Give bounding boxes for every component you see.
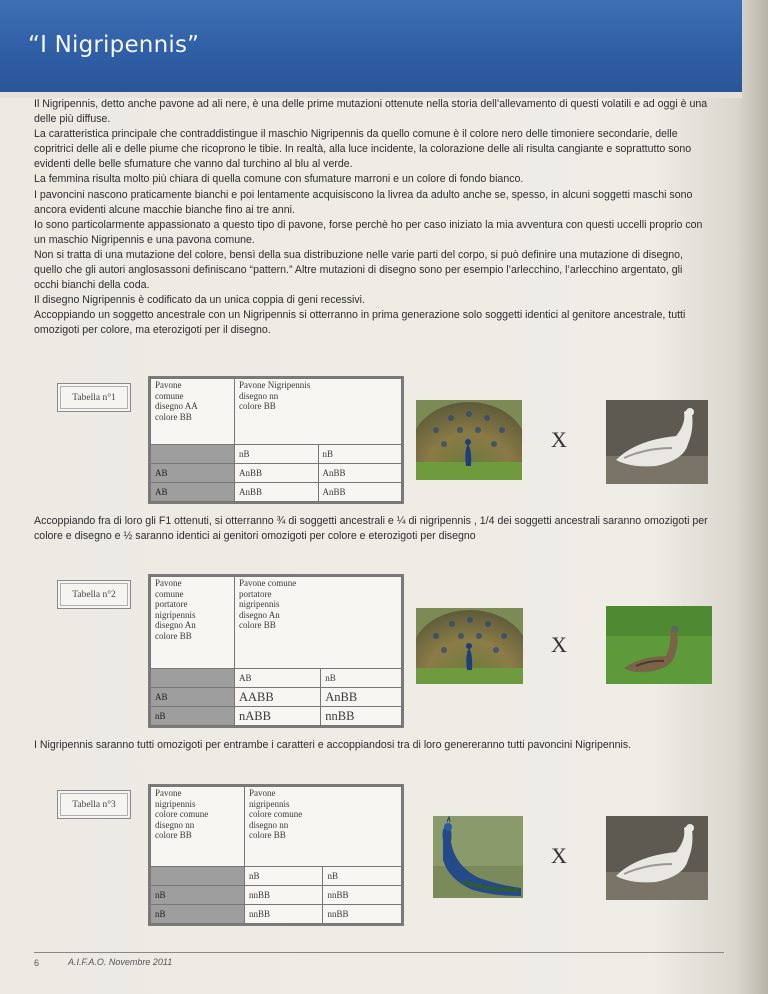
photo-peacock-displaying (416, 400, 522, 480)
cell-line: disegno AA (155, 401, 198, 411)
paragraph: I pavoncini nascono praticamente bianchi e poi lentamente acquisiscono la livrea da adulto anche se, spesso, in alcuni soggetti maschi sono ancora evidenti alcune macchie bianche fino ai tre anni. (34, 188, 693, 216)
table-2-label: Tabella n°2 (57, 580, 131, 609)
gamete-top: nB (321, 669, 402, 688)
offspring-cell: nnBB (245, 905, 323, 924)
parent-1-cell (151, 787, 245, 867)
cell-line: colore comune (249, 809, 303, 819)
offspring-cell: AnBB (318, 464, 402, 483)
cell-line: nigripennis (249, 798, 290, 809)
offspring-cell: AABB (235, 688, 321, 707)
genetics-table-3 (148, 784, 404, 926)
genetics-table-1 (148, 376, 404, 504)
cell-line: Pavone (155, 578, 182, 588)
parent-2-cell (235, 577, 402, 669)
cell-line: disegno An (155, 620, 196, 630)
page-number: 6 (34, 958, 40, 968)
cell-line: Pavone (249, 788, 276, 798)
gamete-top: nB (235, 445, 319, 464)
gamete-left: AB (151, 464, 235, 483)
offspring-cell: AnBB (235, 483, 319, 502)
cell-line: comune (155, 390, 184, 401)
offspring-cell: AnBB (321, 688, 402, 707)
paragraph-after-table-1: Accoppiando fra di loro gli F1 ottenuti, si otterranno ¾ di soggetti ancestrali e ¼ di nigripennis , 1/4 dei soggetti ancestrali saranno omozigoti per colore e disegno e ½ saranno identici ai genitori omozigoti per colore e eterozigoti per disegno (34, 515, 708, 543)
photo-peacock-displaying (416, 608, 523, 684)
genetics-table-2 (148, 574, 404, 728)
cell-line: portatore (239, 588, 272, 599)
cell-line: Pavone (155, 380, 182, 390)
page-title: “I Nigripennis” (28, 32, 200, 58)
cell-line: colore BB (155, 630, 192, 641)
cell-line: disegno An (239, 609, 280, 620)
gamete-top: AB (235, 669, 321, 688)
paragraph: La femmina risulta molto più chiara di quella comune con sfumature marroni e un colore di fondo bianco. (34, 173, 524, 186)
footer-rule (34, 952, 724, 953)
parent-2-cell (235, 379, 402, 445)
gamete-top: nB (323, 867, 402, 886)
paragraph: Non si tratta di una mutazione del colore, bensì della sua distribuzione nelle varie parti del corpo, si può definire una mutazione di disegno, quello che gli autori anglosassoni definiscano “pattern.” Altre mutazioni di disegno sono per esempio l’arlecchino, l’arlecchino argentato, gli occhi bianchi della coda. (34, 248, 683, 292)
cell-line: comune (155, 588, 184, 599)
paragraph: Io sono particolarmente appassionato a questo tipo di pavone, forse perchè ho per caso iniziato la mia avventura con questi uccelli proprio con un maschio Nigripennis e una pavona comune. (34, 218, 703, 246)
paragraph: Il Nigripennis, detto anche pavone ad ali nere, è una delle prime mutazioni ottenute nella storia dell’allevamento di questi volatili e ad oggi è una delle più diffuse. (34, 98, 708, 126)
cell-line: Pavone comune (239, 578, 297, 588)
cell-line: Pavone (155, 788, 182, 798)
offspring-cell: nnBB (323, 886, 402, 905)
photo-blue-peacock (433, 816, 523, 898)
cell-line: colore BB (155, 411, 192, 422)
cell-line: nigripennis (239, 599, 280, 609)
empty-corner-cell (151, 445, 235, 464)
gamete-left: nB (151, 707, 235, 726)
cell-line: nigripennis (155, 609, 196, 620)
cell-line: disegno nn (239, 390, 279, 401)
offspring-cell: nnBB (323, 905, 402, 924)
gamete-top: nB (245, 867, 323, 886)
offspring-cell: AnBB (235, 464, 319, 483)
cell-line: colore BB (155, 830, 192, 840)
photo-pale-peahen (606, 816, 708, 900)
cell-line: colore comune (155, 809, 209, 819)
paragraph: Accoppiando un soggetto ancestrale con un Nigripennis si otterranno in prima generazione solo soggetti identici al genitore ancestrale, tutti omozigoti per colore, ma eterozigoti per il disegno. (34, 309, 686, 337)
cross-symbol: X (551, 632, 567, 657)
parent-1-cell (151, 379, 235, 445)
parent-1-cell (151, 577, 235, 669)
empty-corner-cell (151, 669, 235, 688)
cell-line: Pavone Nigripennis (239, 380, 311, 390)
paragraph: La caratteristica principale che contraddistingue il maschio Nigripennis da quello comune è il colore nero delle timoniere secondarie, delle copritrici delle ali e delle piume che ricoprono le tibie. In realtà, alla luce incidente, la colorazione delle ali risulta cangiante e soprattutto sono evidenti delle belle sfumature che vanno dal turchino al blu al verde. (34, 128, 692, 171)
empty-corner-cell (151, 867, 245, 886)
table-1-label: Tabella n°1 (57, 383, 131, 412)
offspring-cell: AnBB (318, 483, 402, 502)
cross-symbol: X (551, 427, 567, 452)
offspring-cell: nnBB (321, 707, 402, 726)
cell-line: disegno nn (155, 819, 195, 830)
paragraph: Il disegno Nigripennis è codificato da un unica coppia di geni recessivi. (34, 294, 365, 307)
paragraph-after-table-2: I Nigripennis saranno tutti omozigoti per entrambe i caratteri e accoppiandosi tra di loro genereranno tutti pavoncini Nigripennis. (34, 739, 632, 751)
cross-symbol: X (551, 843, 567, 868)
photo-pale-peahen (606, 400, 708, 484)
cell-line: colore BB (249, 830, 286, 840)
cell-line: nigripennis (155, 798, 196, 809)
gamete-left: nB (151, 905, 245, 924)
intro-text (34, 97, 710, 339)
parent-2-cell (245, 787, 402, 867)
cell-line: colore BB (239, 620, 276, 630)
gamete-left: AB (151, 688, 235, 707)
gamete-top: nB (318, 445, 402, 464)
cell-line: colore BB (239, 401, 276, 411)
table-3-label: Tabella n°3 (57, 790, 131, 819)
cell-line: portatore (155, 599, 188, 609)
gamete-left: nB (151, 886, 245, 905)
cell-line: disegno nn (249, 819, 289, 830)
offspring-cell: nnBB (245, 886, 323, 905)
gamete-left: AB (151, 483, 235, 502)
offspring-cell: nABB (235, 707, 321, 726)
footer-text: A.I.F.A.O. Novembre 2011 (68, 957, 173, 967)
photo-peahen-grass (606, 606, 712, 684)
